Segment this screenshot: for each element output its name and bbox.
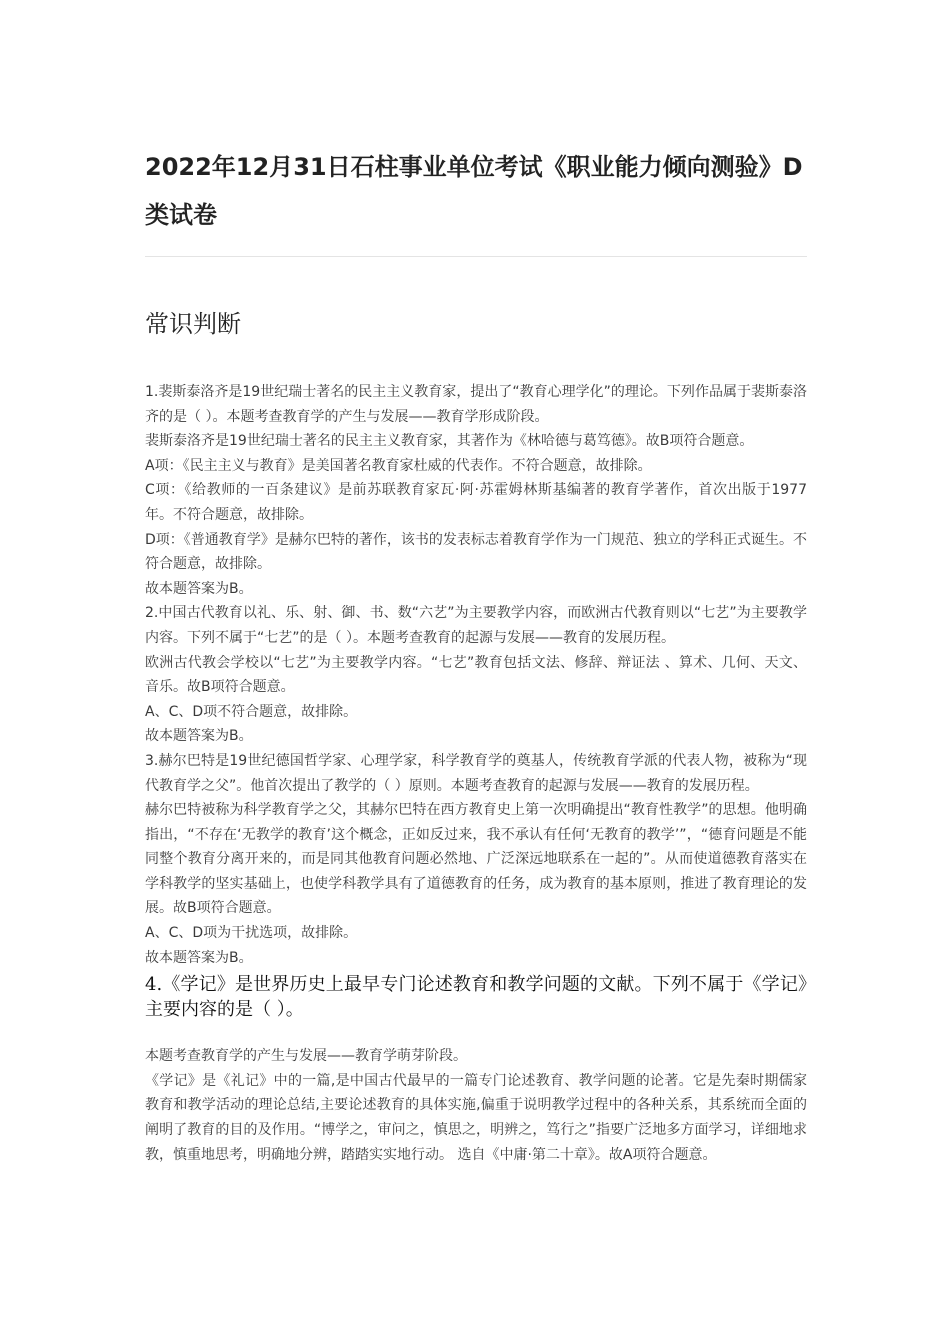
q2-other-options-note: A、C、D项不符合题意，故排除。	[145, 703, 358, 720]
q1-answer: 故本题答案为B。	[145, 580, 253, 597]
title-divider	[145, 256, 807, 257]
q3-question: 3.赫尔巴特是19世纪德国哲学家、心理学家，科学教育学的奠基人，传统教育学派的代表人物，被称为“现代教育学之父”。他首次提出了教学的（ ）原则。本题考查教育的起源与发展——教育的发展历程。	[145, 752, 807, 794]
q2-answer: 故本题答案为B。	[145, 728, 253, 745]
q3-explanation: 赫尔巴特被称为科学教育学之父，其赫尔巴特在西方教育史上第一次明确提出“教育性教学”的思想。他明确指出，“不存在‘无教学的教育’这个概念，正如反过来，我不承认有任何‘无教育的教学’”，“德育问题是不能同整个教育分离开来的，而是同其他教育问题必然地、广泛深远地联系在一起的”。从而使道德教育落实在学科教学的坚实基础上，也使学科教学具有了道德教育的任务，成为教育的基本原则，推进了教育理论的发展。故B项符合题意。	[145, 802, 807, 917]
document-title: 2022年12月31日石柱事业单位考试《职业能力倾向测验》D类试卷	[145, 153, 803, 229]
q3-answer: 故本题答案为B。	[145, 949, 253, 966]
q4-explanation: 《学记》是《礼记》中的一篇,是中国古代最早的一篇专门论述教育、教学问题的论著。它是先秦时期儒家教育和教学活动的理论总结,主要论述教育的具体实施,偏重于说明教学过程中的各种关系，其系统而全面的阐明了教育的目的及作用。“博学之，审问之，慎思之，明辨之，笃行之”指要广泛地多方面学习，详细地求教，慎重地思考，明确地分辨，踏踏实实地行动。 选自《中庸·第二十章》。故A项符合题意。	[145, 1072, 807, 1163]
q1-explanation: 裴斯泰洛齐是19世纪瑞士著名的民主主义教育家，其著作为《林哈德与葛笃德》。故B项符合题意。	[145, 433, 754, 450]
q2-explanation: 欧洲古代教会学校以“七艺”为主要教学内容。“七艺”教育包括文法、修辞、辩证法 、算术、几何、天文、音乐。故B项符合题意。	[145, 654, 807, 696]
q4-spacer	[145, 1022, 807, 1044]
questions-container	[145, 380, 807, 1167]
q3-other-options-note: A、C、D项为干扰选项，故排除。	[145, 925, 358, 942]
q2-question: 2.中国古代教育以礼、乐、射、御、书、数“六艺”为主要教学内容，而欧洲古代教育则以“七艺”为主要教学内容。下列不属于“七艺”的是（ ）。本题考查教育的起源与发展——教育的发展历程。	[145, 605, 807, 646]
q1-option-d-note: D项：《普通教育学》是赫尔巴特的著作，该书的发表标志着教育学作为一门规范、独立的学科正式诞生。不符合题意，故排除。	[145, 531, 807, 573]
section-heading: 常识判断	[145, 310, 241, 338]
q4-question: 4.《学记》是世界历史上最早专门论述教育和教学问题的文献。下列不属于《学记》主要内容的是（ ）。	[145, 974, 807, 1021]
q4-topic: 本题考查教育学的产生与发展——教育学萌芽阶段。	[145, 1048, 467, 1065]
document-page	[145, 0, 807, 1167]
q1-question: 1.裴斯泰洛齐是19世纪瑞士著名的民主主义教育家，提出了“教育心理学化”的理论。下列作品属于裴斯泰洛齐的是（ ）。本题考查教育学的产生与发展——教育学形成阶段。	[145, 384, 807, 425]
q1-option-c-note: C项：《给教师的一百条建议》是前苏联教育家瓦·阿·苏霍姆林斯基编著的教育学著作，首次出版于1977年。不符合题意，故排除。	[145, 482, 807, 523]
q1-option-a-note: A项：《民主主义与教育》是美国著名教育家杜威的代表作。不符合题意，故排除。	[145, 457, 652, 474]
